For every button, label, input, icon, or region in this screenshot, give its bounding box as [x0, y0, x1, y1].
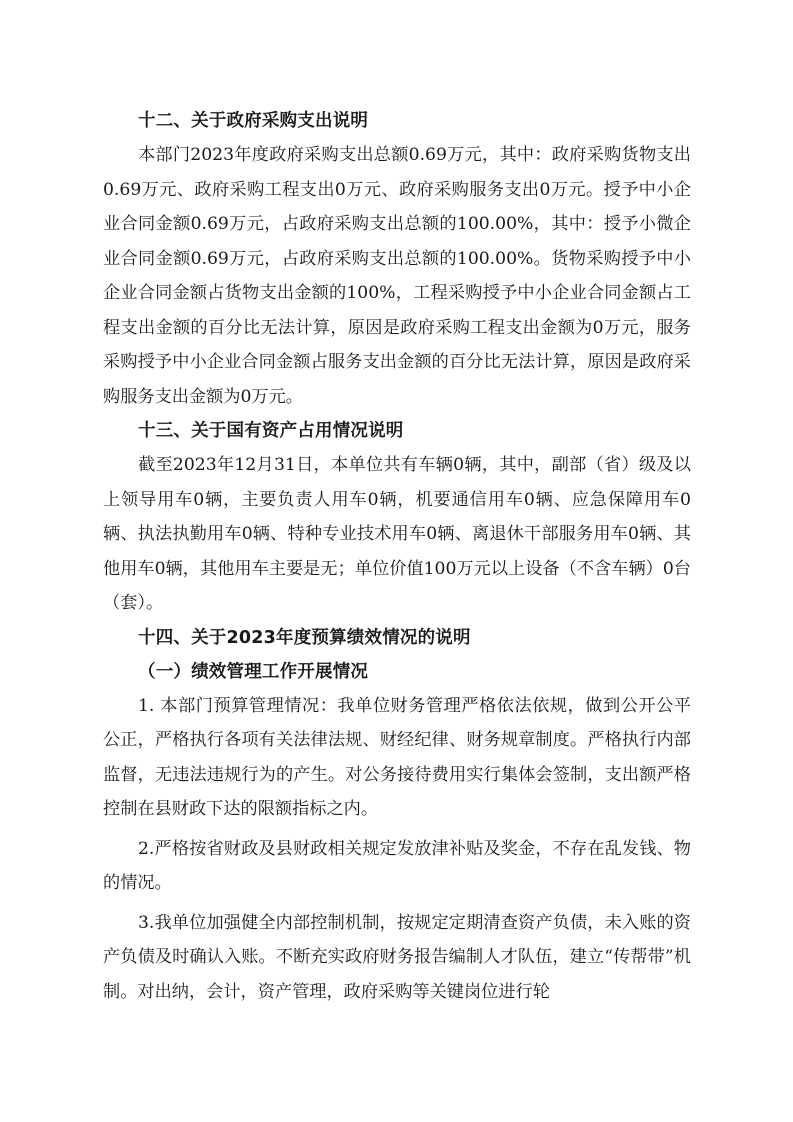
section-heading-budget-performance: 十四、关于2023年度预算绩效情况的说明	[138, 627, 471, 648]
paragraph-budget-management: 1. 本部门预算管理情况：我单位财务管理严格依法依规，做到公开公平公正，严格执行各项有关法律法规、财经纪律、财务规章制度。严格执行内部监督，无违法违规行为的产生。对公务接待费用实行集体会签制，支出额严格控制在县财政下达的限额指标之内。	[103, 695, 691, 819]
paragraph-allowance-policy: 2.严格按省财政及县财政相关规定发放津补贴及奖金，不存在乱发钱、物的情况。	[103, 838, 691, 893]
section-heading-state-assets: 十三、关于国有资产占用情况说明	[138, 421, 404, 441]
paragraph-state-assets: 截至2023年12月31日，本单位共有车辆0辆，其中，副部（省）级及以上领导用车0辆，主要负责人用车0辆，机要通信用车0辆、应急保障用车0辆、执法执勤用车0辆、特种专业技术用车0辆、离退休干部服务用车0辆、其他用车0辆，其他用车主要是无；单位价值100万元以上设备（不含车辆）0台（套）。	[103, 455, 691, 613]
document-body	[103, 104, 691, 1009]
paragraph-internal-control: 3.我单位加强健全内部控制机制，按规定定期清查资产负债，未入账的资产负债及时确认入账。不断充实政府财务报告编制人才队伍，建立“传帮带”机制。对出纳，会计，资产管理，政府采购等关键岗位进行轮	[103, 912, 691, 1002]
subsection-heading-performance-management: （一）绩效管理工作开展情况	[138, 661, 369, 682]
section-heading-government-procurement: 十二、关于政府采购支出说明	[138, 111, 369, 131]
paragraph-government-procurement: 本部门2023年度政府采购支出总额0.69万元，其中：政府采购货物支出0.69万元、政府采购工程支出0万元、政府采购服务支出0万元。授予中小企业合同金额0.69万元，占政府采购支出总额的100.00%，其中：授予小微企业合同金额0.69万元，占政府采购支出总额的100.00%。货物采购授予中小企业合同金额占货物支出金额的100%，工程采购授予中小企业合同金额占工程支出金额的百分比无法计算，原因是政府采购工程支出金额为0万元，服务采购授予中小企业合同金额占服务支出金额的百分比无法计算，原因是政府采购服务支出金额为0万元。	[103, 145, 691, 407]
